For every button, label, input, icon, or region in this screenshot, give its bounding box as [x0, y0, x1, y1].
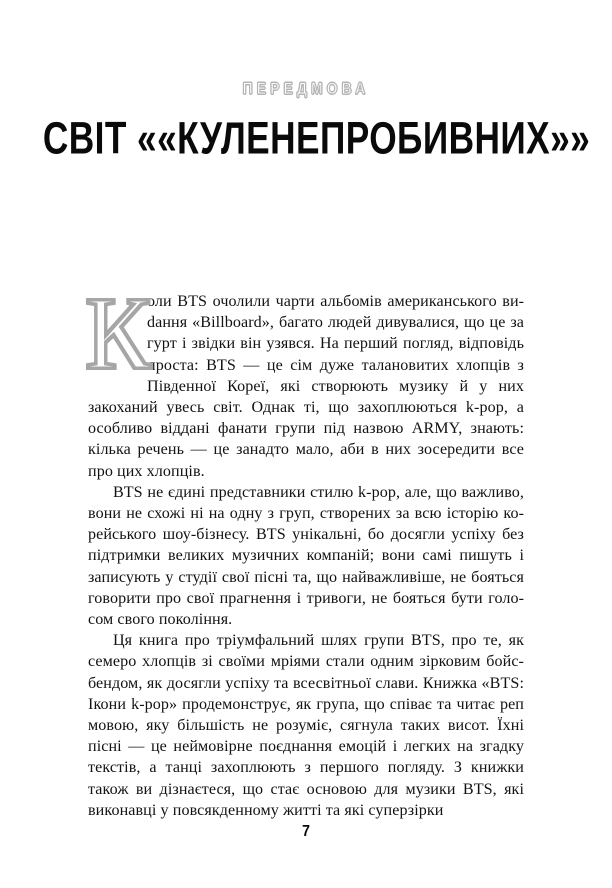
page-header [0, 79, 612, 164]
page-number: 7 [302, 823, 310, 840]
paragraph-1: оли BTS очолили чарти альбомів американського виdання «Billboard», багато людей дивувалися, що це за гурт і звідки він узявся. На перший погляд, відповідь проста: BTS — це сім дуже талановитих хлопців з Південної Кореї, які створюють музику й у них закоханий увесь світ. Однак ті, що захоплюються k-pop, а особливо віддані фанати групи під назвою ARMY, знають: кілька речень — це занадто мало, аби в них зосередити все про цих хлопців. [88, 293, 524, 480]
paragraph-2: BTS не єдині представники стилю k-pop, але, що важливо, вони не схожі ні на одну з груп, створених за всю історію корейського шоу-бізнесу. BTS унікальні, бо досягли успіху без підтримки великих музичних компаній; вони самі пишуть і записують у студії свої пісні та, що найважливіше, не бояться говорити про свої прагнення і тривоги, не бояться бути голосом свого покоління. [88, 483, 524, 629]
section-kicker: ПЕРЕДМОВА [242, 79, 370, 98]
chapter-title: СВІТ ««КУЛЕНЕПРОБИВНИХ»» [42, 112, 591, 164]
body-text-block [85, 276, 524, 821]
drop-cap: К [85, 276, 151, 391]
paragraph-3: Ця книга про тріумфальний шлях групи BTS, про те, як семеро хлопців зі своїми мріями стали одним зірковим бойс-бендом, як досягли успіху та всесвітньої слави. Книжка «BTS: Ікони k-pop» продемонструє, як група, що співає та читає реп мовою, яку більшість не розуміє, сягнула таких висот. Їхні пісні — це неймовірне поєднання емоцій і легких на згадку текстів, а танці захоплюють з першого погляду. З книжки також ви дізнаєтеся, що стає основою для музики BTS, які виконавці у повсякденному житті та які суперзірки [88, 632, 524, 819]
